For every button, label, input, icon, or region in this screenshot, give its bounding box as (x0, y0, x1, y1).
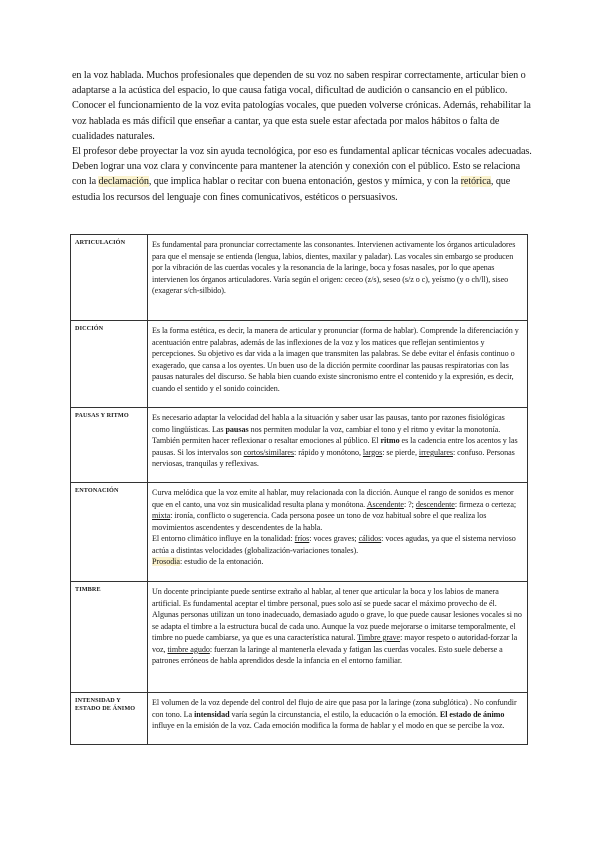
underlined-term: cálidos (358, 534, 382, 543)
intro-text-run: El profesor debe proyectar la voz sin ayuda tecnológica, por eso es fundamental aplicar técnicas vocales adecuadas. Deben lograr una voz clara y convincente para mantener la atención y conexión con el público. Esto se relaciona con la (72, 146, 532, 188)
text-run: es la cadencia entre los acentos y las pausas. Si los intervalos son (152, 436, 518, 457)
intro-text (72, 68, 532, 205)
underlined-term: largos (362, 447, 383, 457)
text-run: : estudio de la entonación. (179, 557, 264, 566)
text-run: : voces agudas, ya que el sistema nervioso actúa a distintas velocidades (globalización-variaciones tonales). (152, 534, 516, 555)
text-run: influye en la emisión de la voz. Cada emoción modifica la forma de hablar y el modo en que se percibe la voz. (152, 721, 505, 730)
term-cell: DICCIÓN (71, 321, 148, 408)
description-cell (148, 408, 528, 483)
description-text (152, 586, 523, 667)
table-row (71, 408, 528, 483)
underlined-term: cortos/similares (243, 447, 295, 457)
table-row (71, 321, 528, 408)
underlined-term: fríos (294, 534, 310, 543)
description-text: Es fundamental para pronunciar correctamente las consonantes. Intervienen activamente los órganos articuladores para que el mensaje se entienda (lengua, labios, dientes, maxilar y paladar). Las vocales sin embargo se producen por la vibración de las cuerdas vocales y la resonancia de la laringe, boca y fosas nasales, por lo que apenas intervienen los órganos articuladores. Varía según el origen: ceceo (z/s), seseo (s/z o c), yeísmo (y o ch/ll), siseo (exagerar s/ch-silbido). (152, 240, 516, 295)
bold-term: intensidad (194, 709, 230, 719)
description-text (152, 533, 523, 556)
text-run: El volumen de la voz depende del control del flujo de aire que pasa por la laringe (zona subglótica) . No confundir con tono. La (152, 698, 517, 719)
underlined-term: Timbre grave (357, 633, 401, 642)
description-cell (148, 321, 528, 408)
text-run: El entorno climático influye en la tonalidad: (152, 534, 295, 543)
intro-paragraph-2 (72, 144, 532, 205)
bold-term: pausas (225, 424, 249, 434)
bold-term: El estado de ánimo (439, 709, 505, 719)
description-cell (148, 483, 528, 582)
text-run: : rápido y monótono, (294, 447, 363, 457)
underlined-term: mixta (152, 511, 171, 520)
description-text (152, 412, 523, 470)
term-cell: INTENSIDAD Y ESTADO DE ÁNIMO (71, 693, 148, 745)
highlight-declamacion: declamación (98, 176, 149, 188)
text-run: Curva melódica que la voz emite al hablar, muy relacionada con la dicción. Aunque el rango de sonidos es menor que en el canto, una voz sin musicalidad resulta plana y monótona. (152, 488, 514, 509)
intro-paragraph-1: en la voz hablada. Muchos profesionales que dependen de su voz no saben respirar correctamente, articular bien o adaptarse a la acústica del espacio, lo que causa fatiga vocal, dificultad de audición o cansancio en el público. Conocer el funcionamiento de la voz evita patologías vocales, que pueden volverse crónicas. Además, rehabilitar la voz hablada es más difícil que enseñar a cantar, ya que esta suele estar afectada por malos hábitos o falta de cualidades naturales. (72, 70, 531, 142)
description-cell (148, 693, 528, 745)
table-row (71, 483, 528, 582)
term-cell: PAUSAS Y RITMO (71, 408, 148, 483)
voice-concepts-table (70, 234, 528, 745)
description-text: Es la forma estética, es decir, la manera de articular y pronunciar (forma de hablar). Comprende la diferenciación y acentuación entre palabras, además de las inflexiones de la voz y los matices que reflejan sentimientos y percepciones. Su objetivo es dar vida a la imagen que transmiten las palabras. Se debe evitar el énfasis continuo o exagerado, que cansa a los oyentes. Un buen uso de la dicción permite coordinar las pausas respiratorias con las pausas naturales del discurso. Se habla bien cuando existe sincronismo entre el contenido y la expresión, es decir, cuando el sentido y el sonido coinciden. (152, 326, 519, 393)
description-text (152, 487, 523, 533)
table-row (71, 235, 528, 321)
text-run: Un docente principiante puede sentirse extraño al hablar, al tener que articular la boca y los labios de manera artificial. Es fundamental aceptar el timbre personal, pues solo así se puede sacar el máximo provecho de él. Algunas personas utilizan un tono inadecuado, demasiado agudo o grave, lo que puede causar lesiones vocales si no se adapta el timbre a la estructura bucal de cada uno. Aunque la voz puede mejorarse o imitarse temporalmente, el timbre no puede cambiarse, ya que es una característica natural. (152, 587, 522, 642)
text-run: : fuerzan la laringe al mantenerla elevada y fatigan las cuerdas vocales. Esto suele deberse a patrones erróneos de habla aprendidos desde la infancia en el entorno familiar. (152, 644, 503, 665)
text-run: : confuso. Personas nerviosas, tranquilas y reflexivas. (152, 447, 515, 468)
text-run: : mayor respeto o autoridad-forzar la voz, (152, 633, 518, 654)
text-run: varía según la circunstancia, el estilo, la educación o la emoción. (229, 709, 440, 719)
term-cell: ENTONACIÓN (71, 483, 148, 582)
description-cell (148, 582, 528, 693)
text-run: Es necesario adaptar la velocidad del habla a la situación y saber usar las pausas, tanto por razones fisiológicas como lingüísticas. Las (152, 413, 505, 434)
description-text (152, 697, 523, 732)
text-run: : firmeza o certeza; (454, 499, 517, 509)
text-run: : ironía, conflicto o sugerencia. Cada persona posee un tono de voz habitual sobre el que realiza los movimientos ascendentes y descendentes de la habla. (152, 511, 487, 532)
underlined-term: irregulares (418, 447, 453, 457)
highlight-retorica: retórica (460, 176, 491, 188)
text-run: : se pierde, (382, 447, 419, 457)
intro-text-run: , que estudia los recursos del lenguaje con fines comunicativos, estéticos o persuasivos. (72, 176, 511, 203)
description-text (152, 556, 523, 568)
bold-term: ritmo (380, 436, 400, 445)
term-cell: ARTICULACIÓN (71, 235, 148, 321)
term-cell: TIMBRE (71, 582, 148, 693)
text-run: : ?; (403, 499, 416, 509)
intro-text-run: , que implica hablar o recitar con buena entonación, gestos y mímica, y con la (148, 176, 461, 188)
highlight-prosodia: Prosodia (152, 557, 180, 566)
underlined-term: timbre agudo (167, 644, 210, 654)
underlined-term: descendente (415, 499, 455, 509)
underlined-term: Ascendente (366, 499, 404, 509)
description-cell (148, 235, 528, 321)
table-row (71, 693, 528, 745)
table-row (71, 582, 528, 693)
text-run: nos permiten modular la voz, cambiar el tono y el ritmo y evitar la monotonía. También permiten hacer reflexionar o resaltar emociones al público. El (152, 424, 501, 445)
text-run: : voces graves; (309, 534, 359, 543)
